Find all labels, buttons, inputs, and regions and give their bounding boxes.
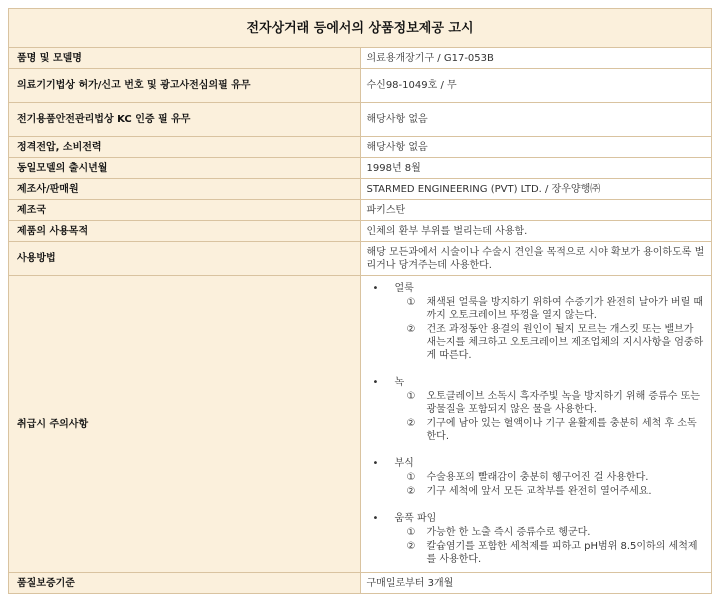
row-value: 파키스탄 [360, 200, 712, 221]
row-label: 의료기기법상 허가/신고 번호 및 광고사전심의필 유무 [9, 69, 361, 103]
table-row [9, 179, 712, 200]
list-item [407, 323, 706, 362]
row-value: 해당사항 없음 [360, 103, 712, 137]
table-row [9, 137, 712, 158]
item-number: ① [406, 472, 416, 483]
row-value: 구매일로부터 3개월 [360, 573, 712, 594]
item-text: 수술용포의 빨래감이 충분히 헹구어진 걸 사용한다. [426, 472, 649, 483]
row-label: 품명 및 모델명 [9, 48, 361, 69]
title-row [9, 9, 712, 48]
list-item [407, 526, 706, 539]
table-row [9, 158, 712, 179]
item-number: ② [406, 541, 416, 552]
row-label: 취급시 주의사항 [9, 276, 361, 573]
row-value: 인체의 환부 부위를 벌리는데 사용함. [360, 221, 712, 242]
product-info-table [8, 8, 712, 594]
row-label: 품질보증기준 [9, 573, 361, 594]
table-row [9, 221, 712, 242]
item-number: ② [406, 418, 416, 429]
row-label: 제조사/판매원 [9, 179, 361, 200]
list-item [407, 540, 706, 566]
section-title: 움푹 파임 [394, 513, 437, 524]
section-title: 부식 [394, 458, 414, 469]
precautions-list [360, 276, 712, 573]
row-value: STARMED ENGINEERING (PVT) LTD. / 장우양행㈜ [360, 179, 712, 200]
list-item [407, 390, 706, 416]
bullet-icon: • [372, 513, 379, 524]
item-number: ① [406, 527, 416, 538]
row-value: 해당사항 없음 [360, 137, 712, 158]
row-label: 전기용품안전관리법상 KC 인증 필 유무 [9, 103, 361, 137]
list-item [407, 471, 706, 484]
item-text: 가능한 한 노출 즉시 증류수로 헹군다. [426, 527, 591, 538]
list-item [407, 485, 706, 498]
row-label: 사용방법 [9, 242, 361, 276]
table-row [9, 48, 712, 69]
table-row [9, 573, 712, 594]
row-value: 수신98-1049호 / 무 [360, 69, 712, 103]
row-value: 의료용개장기구 / G17-053B [360, 48, 712, 69]
table-row [9, 242, 712, 276]
section-title: 얼룩 [394, 283, 414, 294]
item-text: 기구 세척에 앞서 모든 교착부를 완전히 열어주세요. [426, 486, 652, 497]
row-value: 1998년 8월 [360, 158, 712, 179]
row-value: 해당 모든과에서 시술이나 수술시 견인을 목적으로 시야 확보가 용이하도록 벌리거나 당겨주는데 사용한다. [360, 242, 712, 276]
table-row [9, 103, 712, 137]
item-number: ② [406, 324, 416, 335]
list-item [407, 417, 706, 443]
precaution-section [373, 457, 706, 498]
item-text: 건조 과정동안 용결의 원인이 될지 모르는 개스킷 또는 밸브가 새는지를 체크하고 오토크레이브 제조업체의 지시사항을 엄중하게 따른다. [426, 324, 704, 361]
item-text: 칼슘염기를 포함한 세척제를 피하고 pH범위 8.5이하의 세척제를 사용한다. [426, 541, 698, 565]
table-row-precautions [9, 276, 712, 573]
product-info-notice [8, 8, 712, 594]
item-number: ② [406, 486, 416, 497]
row-label: 동일모델의 출시년월 [9, 158, 361, 179]
row-label: 정격전압, 소비전력 [9, 137, 361, 158]
bullet-icon: • [372, 377, 379, 388]
item-number: ① [406, 297, 416, 308]
bullet-icon: • [372, 283, 379, 294]
item-text: 오토클레이브 소독시 흑자주빛 녹을 방지하기 위해 증류수 또는 광물질을 포함되지 않은 물을 사용한다. [426, 391, 700, 415]
page-title: 전자상거래 등에서의 상품정보제공 고시 [9, 9, 712, 48]
row-label: 제품의 사용목적 [9, 221, 361, 242]
table-row [9, 200, 712, 221]
table-row [9, 69, 712, 103]
item-text: 기구에 남아 있는 혈액이나 기구 윤활제를 충분히 세척 후 소독한다. [426, 418, 697, 442]
list-item [407, 296, 706, 322]
row-label: 제조국 [9, 200, 361, 221]
precaution-section [373, 282, 706, 362]
precaution-section [373, 376, 706, 443]
item-number: ① [406, 391, 416, 402]
section-title: 녹 [394, 377, 405, 388]
bullet-icon: • [372, 458, 379, 469]
item-text: 채색된 얼룩을 방지하기 위하여 수증기가 완전히 날아가 버릴 때까지 오토크레이브 뚜껑을 열지 않는다. [426, 297, 704, 321]
precaution-section [373, 512, 706, 566]
